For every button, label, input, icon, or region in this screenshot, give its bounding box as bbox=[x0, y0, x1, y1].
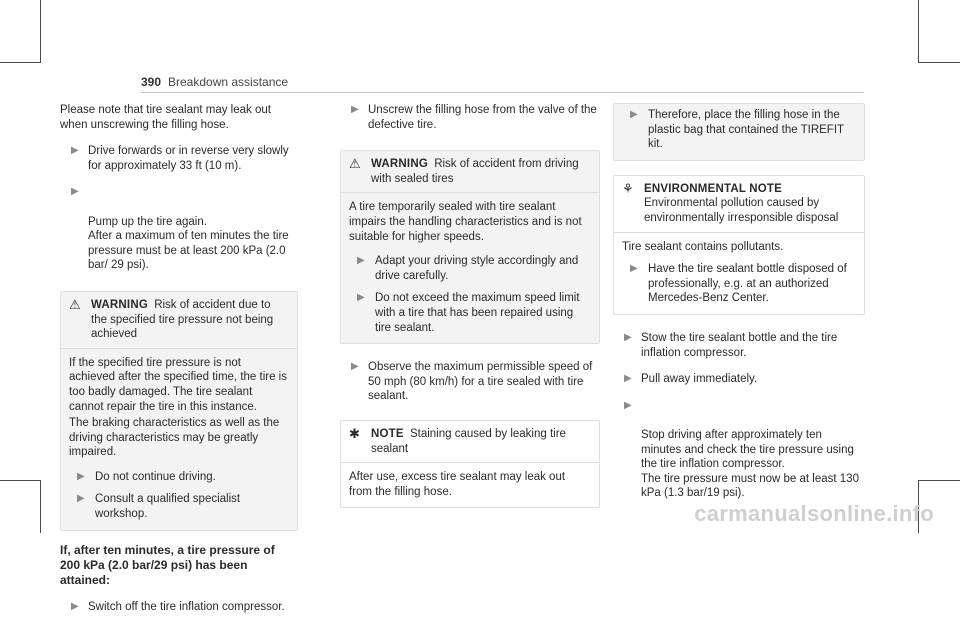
divider bbox=[341, 192, 599, 193]
step-item bbox=[69, 492, 289, 521]
step-text: Stop driving after approximately ten minutes and check the tire pressure using the tire inflation compressor. The tire pressure must now be at least 130 kPa (1.3 bar/19 psi). bbox=[641, 428, 859, 500]
intro-text: Please note that tire sealant may leak out when unscrewing the filling hose. bbox=[60, 104, 271, 131]
arrow-icon: ▶ bbox=[357, 255, 365, 267]
step-text: Do not continue driving. bbox=[95, 470, 216, 483]
step-text: Observe the maximum permissible speed of 50 mph (80 km/h) for a tire sealed with tire sealant. bbox=[368, 361, 593, 403]
note-body: After use, excess tire sealant may leak out from the filling hose. bbox=[349, 471, 566, 498]
warning-keyword: WARNING bbox=[371, 158, 428, 171]
step-text: Pump up the tire again. After a maximum of ten minutes the tire pressure must be at least 200 kPa (2.0 bar/ 29 psi). bbox=[88, 215, 289, 272]
arrow-icon: ▶ bbox=[71, 186, 79, 198]
arrow-icon: ▶ bbox=[71, 600, 79, 612]
note-square-icon: ✱ bbox=[349, 425, 360, 441]
continued-box bbox=[613, 103, 865, 161]
step-item bbox=[622, 108, 856, 152]
step-text: Consult a qualified specialist workshop. bbox=[95, 493, 241, 521]
step-text: Unscrew the filling hose from the valve of the defective tire. bbox=[368, 104, 597, 131]
crop-mark bbox=[40, 0, 41, 62]
step-item bbox=[69, 470, 289, 485]
section-title: Breakdown assistance bbox=[168, 75, 289, 89]
divider bbox=[614, 232, 864, 233]
arrow-icon: ▶ bbox=[351, 104, 359, 115]
environmental-header bbox=[622, 182, 856, 226]
divider bbox=[341, 462, 599, 463]
crop-mark bbox=[0, 62, 41, 63]
arrow-icon: ▶ bbox=[624, 373, 632, 385]
note-keyword: NOTE bbox=[371, 427, 404, 440]
warning-box bbox=[340, 150, 600, 344]
warning-header bbox=[349, 157, 591, 186]
step-text: Do not exceed the maximum speed limit with a tire that has been repaired using tire sealant. bbox=[375, 292, 580, 334]
warning-keyword: WARNING bbox=[91, 298, 148, 311]
arrow-icon: ▶ bbox=[624, 331, 632, 343]
warning-box bbox=[60, 291, 298, 531]
environment-icon: ⚘ bbox=[622, 180, 634, 196]
arrow-icon: ▶ bbox=[77, 493, 85, 505]
crop-mark bbox=[918, 0, 919, 62]
environmental-note-box bbox=[613, 175, 865, 315]
step-text: Have the tire sealant bottle disposed of professionally, e.g. at an authorized Mercedes-Benz Center. bbox=[648, 263, 847, 305]
note-title: Staining caused by leaking tire sealant bbox=[371, 427, 566, 455]
step-item bbox=[613, 331, 865, 360]
warning-triangle-icon: ⚠ bbox=[69, 296, 81, 312]
column-2 bbox=[340, 103, 600, 520]
crop-mark bbox=[40, 480, 41, 533]
arrow-icon: ▶ bbox=[630, 109, 638, 120]
warning-header bbox=[69, 298, 289, 342]
note-box bbox=[340, 420, 600, 508]
arrow-icon: ▶ bbox=[624, 399, 632, 411]
crop-mark bbox=[918, 62, 960, 63]
arrow-icon: ▶ bbox=[351, 361, 359, 373]
header-rule bbox=[141, 92, 864, 93]
warning-title: Risk of accident from driving with sealed tires bbox=[371, 158, 579, 185]
step-item bbox=[340, 103, 600, 132]
arrow-icon: ▶ bbox=[71, 145, 79, 157]
step-text: Stow the tire sealant bottle and the tire inflation compressor. bbox=[641, 331, 838, 359]
page-number: 390 bbox=[141, 75, 162, 89]
environmental-body: Tire sealant contains pollutants. bbox=[622, 240, 784, 253]
warning-body: If the specified tire pressure is not achieved after the specified time, the tire is too badly damaged. The tire sealant cannot repair the tire in this instance. bbox=[69, 356, 287, 413]
crop-mark bbox=[0, 480, 41, 481]
watermark: carmanualsonline.info bbox=[694, 501, 934, 526]
warning-title: Risk of accident due to the specified tire pressure not being achieved bbox=[91, 298, 274, 341]
column-3 bbox=[613, 103, 865, 513]
step-item bbox=[613, 372, 865, 387]
step-item bbox=[349, 254, 591, 283]
warning-triangle-icon: ⚠ bbox=[349, 156, 361, 172]
warning-body: The braking characteristics as well as the driving characteristics may be greatly impaired. bbox=[69, 417, 280, 459]
arrow-icon: ▶ bbox=[77, 470, 85, 482]
step-text: Therefore, place the filling hose in the plastic bag that contained the TIREFIT kit. bbox=[648, 109, 844, 151]
subheading: If, after ten minutes, a tire pressure of 200 kPa (2.0 bar/29 psi) has been attained: bbox=[60, 542, 275, 587]
warning-body: A tire temporarily sealed with tire sealant impairs the handling characteristics and is not suitable for higher speeds. bbox=[349, 201, 582, 243]
step-item bbox=[60, 185, 298, 273]
step-item bbox=[340, 360, 600, 404]
step-item bbox=[349, 291, 591, 335]
crop-mark bbox=[918, 480, 960, 481]
arrow-icon: ▶ bbox=[357, 292, 365, 304]
step-item bbox=[60, 144, 298, 173]
step-item bbox=[622, 262, 856, 306]
step-text: Switch off the tire inflation compressor. bbox=[88, 600, 285, 613]
column-1 bbox=[60, 103, 298, 626]
step-text: Adapt your driving style accordingly and drive carefully. bbox=[375, 255, 579, 282]
step-item bbox=[60, 600, 298, 615]
note-header bbox=[349, 427, 591, 456]
step-text: Pull away immediately. bbox=[641, 373, 758, 386]
divider bbox=[61, 348, 297, 349]
step-text: Drive forwards or in reverse very slowly for approximately 33 ft (10 m). bbox=[88, 145, 289, 172]
arrow-icon: ▶ bbox=[630, 263, 638, 275]
environmental-title: Environmental pollution caused by environmentally irresponsible disposal bbox=[644, 197, 839, 224]
environmental-keyword: ENVIRONMENTAL NOTE bbox=[644, 182, 782, 195]
step-item bbox=[613, 399, 865, 501]
